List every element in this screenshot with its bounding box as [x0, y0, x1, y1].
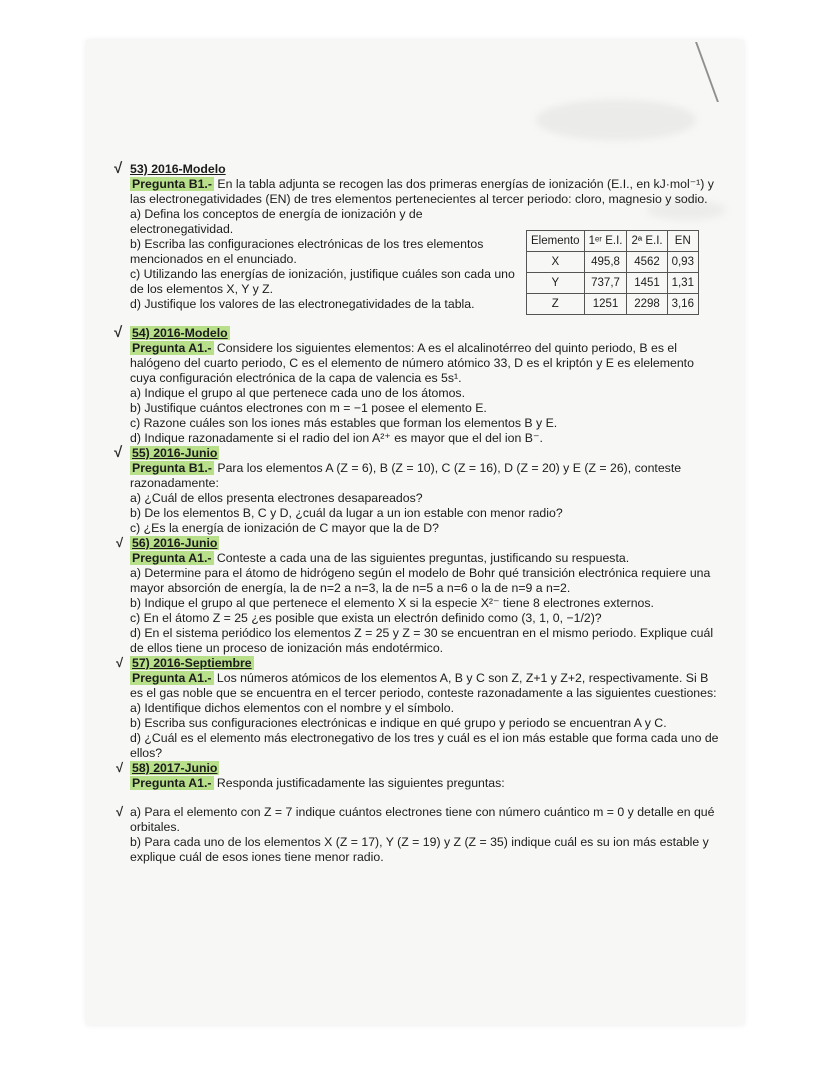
list-item: a) ¿Cuál de ellos presenta electrones desapareados? [130, 491, 423, 505]
pregunta-label: Pregunta A1.- [132, 551, 212, 565]
list-item: a) Determine para el átomo de hidrógeno según el modelo de Bohr qué transición electrónica requiere una mayor absorción de energía, la de n=2 a n=3, la de n=5 a n=6 o la de n=9 a n=2. [130, 566, 711, 595]
list-item: b) Escriba las configuraciones electrónicas de los tres elementos mencionados en el enunciado. [130, 237, 484, 266]
check-icon: √ [114, 324, 123, 341]
question-header: 58) 2017-Junio [132, 761, 218, 775]
list-item: c) ¿Es la energía de ionización de C mayor que la de D? [130, 521, 439, 535]
list-item: d) Justifique los valores de las electronegatividades de la tabla. [130, 297, 475, 311]
question-intro: Pregunta A1.- Conteste a cada una de las siguientes preguntas, justificando su respuesta. [132, 551, 630, 565]
question-intro: Pregunta A1.- Considere los siguientes elementos: A es el alcalinotérreo del quinto periodo, B es el halógeno del cuarto periodo, C es el elemento de número atómico 33, D es el kriptón y E es elelemento cuya configuración electrónica de la capa de valencia es 5s¹. [130, 341, 694, 385]
check-icon: √ [116, 804, 124, 819]
question-intro: Pregunta B1.- En la tabla adjunta se recogen las dos primeras energías de ionización (E.I., en kJ·mol⁻¹) y las electronegatividades (EN) de tres elementos pertenecientes al tercer periodo: cloro, magnesio y sodio. [130, 177, 714, 206]
check-icon: √ [116, 655, 124, 670]
list-item: a) Defina los conceptos de energía de ionización y de electronegatividad. [130, 207, 423, 236]
document-content [114, 160, 720, 865]
question-58 [116, 760, 720, 865]
question-intro: Pregunta A1.- Los números atómicos de los elementos A, B y C son Z, Z+1 y Z+2, respectivamente. Si B es el gas noble que se encuentra en el tercer periodo, conteste razonadamente a las siguientes cuestiones: [130, 671, 717, 700]
check-icon: √ [116, 760, 124, 775]
list-item: c) Razone cuáles son los iones más estables que forman los elementos B y E. [130, 416, 558, 430]
question-57 [116, 655, 720, 761]
table-row [527, 294, 699, 315]
question-header: 57) 2016-Septiembre [132, 656, 252, 670]
pregunta-label: Pregunta A1.- [132, 341, 212, 355]
question-intro: Pregunta A1.- Responda justificadamente las siguientes preguntas: [132, 776, 505, 790]
list-item: b) Justifique cuántos electrones con m = −1 posee el elemento E. [130, 401, 487, 415]
table-header: Elemento [527, 231, 585, 252]
pregunta-label: Pregunta B1.- [132, 461, 212, 475]
table-cell: 1451 [627, 273, 667, 294]
table-cell: 4562 [627, 252, 667, 273]
check-icon: √ [114, 444, 123, 461]
pregunta-label: Pregunta A1.- [132, 671, 212, 685]
table-header: 1ᵉʳ E.I. [584, 231, 627, 252]
ionization-table [526, 230, 699, 315]
list-item: c) Utilizando las energías de ionización, justifique cuáles son cada uno de los elementos X, Y y Z. [130, 267, 515, 296]
table-cell: 1,31 [667, 273, 698, 294]
table-cell: X [527, 252, 585, 273]
question-53 [114, 160, 720, 312]
question-header: 53) 2016-Modelo [130, 162, 226, 176]
question-55 [114, 444, 720, 536]
table-cell: 495,8 [584, 252, 627, 273]
question-54 [114, 324, 720, 446]
table-row [527, 252, 699, 273]
list-item: c) En el átomo Z = 25 ¿es posible que exista un electrón definido como (3, 1, 0, −1/2)? [130, 611, 602, 625]
question-intro: Pregunta B1.- Para los elementos A (Z = 6), B (Z = 10), C (Z = 16), D (Z = 20) y E (Z = 26), conteste razonadamente: [130, 461, 682, 490]
question-header: 55) 2016-Junio [132, 446, 218, 460]
list-item: b) De los elementos B, C y D, ¿cuál da lugar a un ion estable con menor radio? [130, 506, 563, 520]
list-item: a) Indique el grupo al que pertenece cada uno de los átomos. [130, 386, 465, 400]
list-item: b) Indique el grupo al que pertenece el elemento X si la especie X²⁻ tiene 8 electrones externos. [130, 596, 654, 610]
pregunta-label: Pregunta B1.- [132, 177, 212, 191]
list-item: d) En el sistema periódico los elementos Z = 25 y Z = 30 se encuentran en el mismo periodo. Explique cuál de ellos tiene un proceso de ionización más endotérmico. [130, 626, 714, 655]
table-cell: 2298 [627, 294, 667, 315]
table-cell: Z [527, 294, 585, 315]
table-header-row [527, 231, 699, 252]
table-cell: 3,16 [667, 294, 698, 315]
question-header: 54) 2016-Modelo [132, 326, 228, 340]
question-56 [116, 535, 720, 656]
list-item: a) Identifique dichos elementos con el nombre y el símbolo. [130, 701, 454, 715]
table-cell: Y [527, 273, 585, 294]
pregunta-label: Pregunta A1.- [132, 776, 212, 790]
check-icon: √ [114, 160, 123, 177]
list-item: b) Escriba sus configuraciones electrónicas e indique en qué grupo y periodo se encuentran A y C. [130, 716, 667, 730]
check-icon: √ [116, 535, 124, 550]
table-header: 2ª E.I. [627, 231, 667, 252]
shadow-smudge [536, 100, 696, 140]
list-item: b) Para cada uno de los elementos X (Z = 17), Y (Z = 19) y Z (Z = 35) indique cuál es su ion más estable y explique cuál de esos iones tiene menor radio. [130, 835, 709, 864]
list-item: d) ¿Cuál es el elemento más electronegativo de los tres y cuál es el ion más estable que forma cada uno de ellos? [130, 731, 719, 760]
question-header: 56) 2016-Junio [132, 536, 218, 550]
list-item: a) Para el elemento con Z = 7 indique cuántos electrones tiene con número cuántico m = 0 y detalle en qué orbitales. [130, 805, 715, 834]
table-cell: 1251 [584, 294, 627, 315]
table-row [527, 273, 699, 294]
table-header: EN [667, 231, 698, 252]
table-cell: 0,93 [667, 252, 698, 273]
table-cell: 737,7 [584, 273, 627, 294]
list-item: d) Indique razonadamente si el radio del ion A²⁺ es mayor que el del ion B⁻. [130, 431, 543, 445]
